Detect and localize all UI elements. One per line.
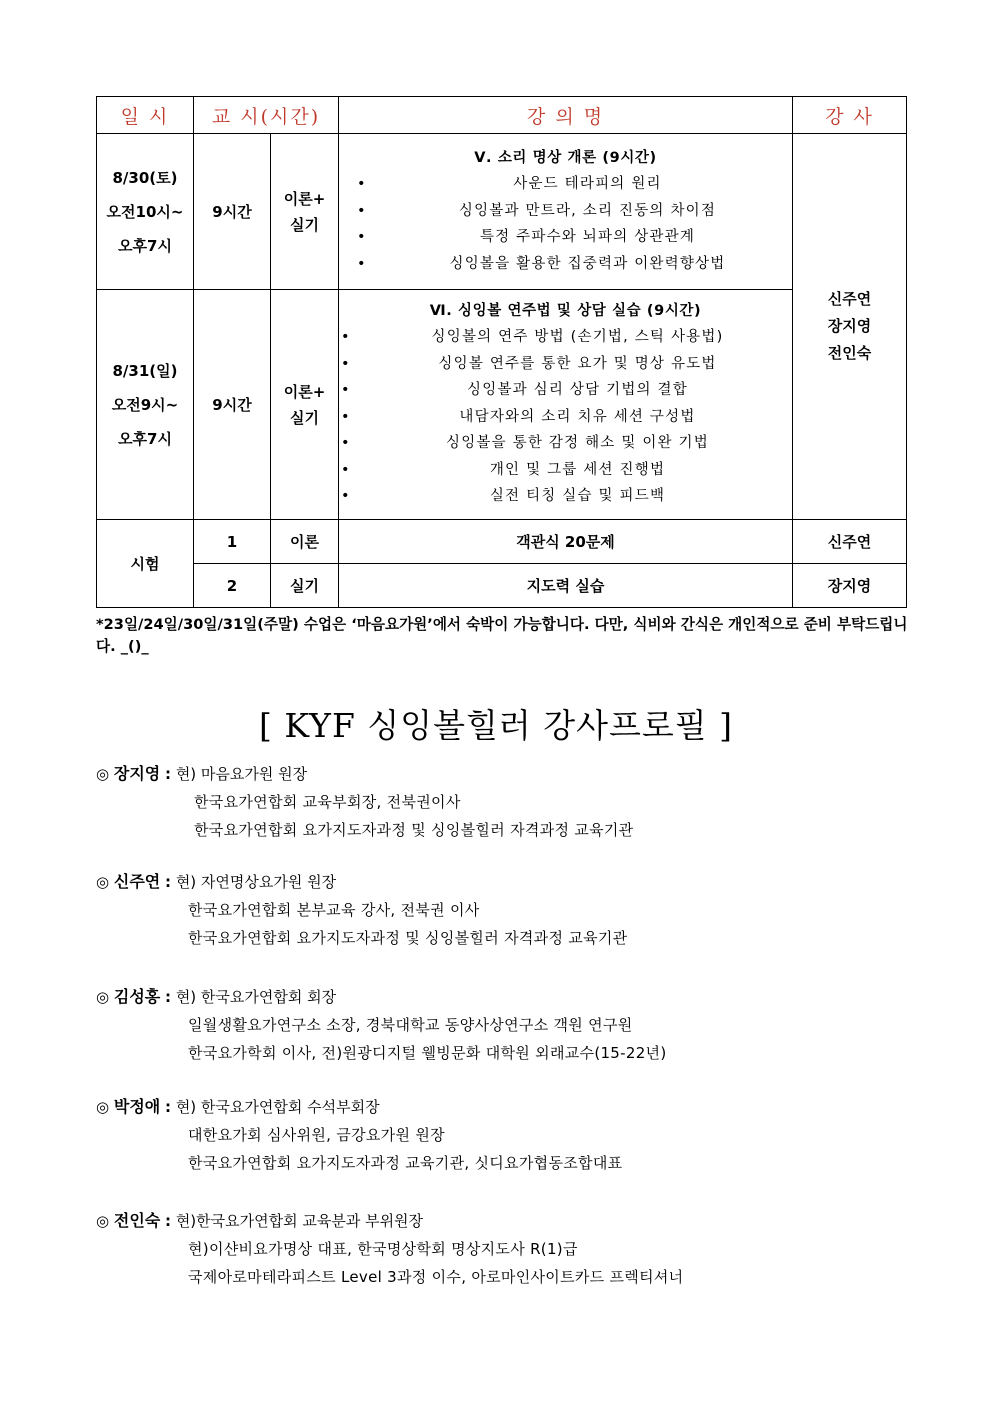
exam-label: 시험 — [97, 520, 194, 608]
profile-title: 현) 자연명상요가원 원장 — [175, 873, 337, 891]
lecture-list — [339, 324, 792, 510]
type-line: 이론+ — [283, 382, 326, 401]
instructor-name: 신주연 — [827, 290, 872, 308]
exam-instructor: 장지영 — [793, 564, 907, 608]
exam-type: 이론 — [271, 520, 339, 564]
profile-name: 전인숙 — [113, 1211, 161, 1230]
list-item: • 싱잉볼을 활용한 집중력과 이완력향상법 — [339, 251, 792, 278]
profile-name: 신주연 — [113, 872, 161, 891]
instructors-cell — [793, 134, 907, 520]
exam-content: 객관식 20문제 — [339, 520, 793, 564]
list-item: • 특정 주파수와 뇌파의 상관관계 — [339, 224, 792, 251]
date-line: 오후7시 — [118, 429, 172, 448]
exam-type: 실기 — [271, 564, 339, 608]
profile-name: 박정애 — [113, 1097, 161, 1116]
list-item: • 싱잉볼을 통한 감정 해소 및 이완 기법 — [339, 430, 792, 457]
lecture-title: Ⅴ. 소리 명상 개론 (9시간) — [474, 150, 657, 166]
profile-line: 한국요가연합회 요가지도자과정 및 싱잉볼힐러 자격과정 교육기관 — [188, 929, 628, 947]
list-item: • 개인 및 그룹 세션 진행법 — [339, 457, 792, 484]
profile-jeon-insook: ◎ 전인숙 : 현)한국요가연합회 교육분과 부위원장 현)이샨비요가명상 대표, 한국명상학회 명상지도사 R(1)급 국제아로마테라피스트 Level 3과정 이수, 아로마인사이트카드 프렉티셔너 — [96, 1207, 916, 1291]
circle-mark-icon: ◎ — [96, 765, 110, 783]
date-cell — [97, 290, 194, 520]
header-date: 일 시 — [97, 97, 194, 134]
profile-title: 현)한국요가연합회 교육분과 부위원장 — [175, 1212, 424, 1230]
accommodation-note: *23일/24일/30일/31일(주말) 수업은 ‘마음요가원’에서 숙박이 가능합니다. 다만, 식비와 간식은 개인적으로 준비 부탁드립니다. _()_ — [96, 616, 908, 655]
instructor-name: 전인숙 — [827, 344, 872, 362]
profile-line: 일월생활요가연구소 소장, 경북대학교 동양사상연구소 객원 연구원 — [188, 1016, 633, 1034]
header-lecture: 강 의 명 — [339, 97, 793, 134]
date-line: 8/31(일) — [112, 361, 178, 380]
list-item: • 내담자와의 소리 치유 세션 구성법 — [339, 404, 792, 431]
table-header-row — [97, 97, 907, 134]
profile-line: 한국요가연합회 요가지도자과정 교육기관, 싯디요가협동조합대표 — [188, 1154, 623, 1172]
header-period: 교 시(시간) — [194, 97, 339, 134]
profile-name: 장지영 — [113, 764, 161, 783]
profile-jang-jiyoung: ◎ 장지영 : 현) 마음요가원 원장 한국요가연합회 교육부회장, 전북권이사 한국요가연합회 요가지도자과정 및 싱잉볼힐러 자격과정 교육기관 — [96, 760, 916, 844]
profile-heading: [ KYF 싱잉볼힐러 강사프로필 ] — [259, 706, 733, 745]
profile-line: 한국요가학회 이사, 전)원광디지털 웰빙문화 대학원 외래교수(15-22년) — [188, 1044, 667, 1062]
profile-title: 현) 마음요가원 원장 — [175, 765, 308, 783]
profile-park-jungae: ◎ 박정애 : 현) 한국요가연합회 수석부회장 대한요가회 심사위원, 금강요가원 원장 한국요가연합회 요가지도자과정 교육기관, 싯디요가협동조합대표 — [96, 1093, 916, 1177]
exam-content: 지도력 실습 — [339, 564, 793, 608]
hours-cell: 9시간 — [194, 134, 271, 290]
hours-cell: 9시간 — [194, 290, 271, 520]
profile-line: 한국요가연합회 본부교육 강사, 전북권 이사 — [188, 901, 480, 919]
table-row — [97, 290, 907, 520]
circle-mark-icon: ◎ — [96, 1098, 110, 1116]
list-item: • 사운드 테라피의 원리 — [339, 171, 792, 198]
lecture-title: Ⅵ. 싱잉볼 연주법 및 상담 실습 (9시간) — [429, 303, 702, 320]
list-item: • 싱잉볼과 만트라, 소리 진동의 차이점 — [339, 198, 792, 225]
instructor-name: 장지영 — [827, 317, 872, 335]
lecture-cell — [339, 290, 793, 520]
profile-title: 현) 한국요가연합회 회장 — [175, 988, 337, 1006]
profile-line: 한국요가연합회 요가지도자과정 및 싱잉볼힐러 자격과정 교육기관 — [194, 821, 634, 839]
circle-mark-icon: ◎ — [96, 873, 110, 891]
type-line: 실기 — [290, 408, 319, 427]
date-cell — [97, 134, 194, 290]
date-line: 8/30(토) — [112, 168, 178, 187]
exam-no: 2 — [194, 564, 271, 608]
profile-line: 국제아로마테라피스트 Level 3과정 이수, 아로마인사이트카드 프렉티셔너 — [188, 1268, 684, 1286]
list-item: • 실전 티칭 실습 및 피드백 — [339, 483, 792, 510]
profile-shin-juyeon: ◎ 신주연 : 현) 자연명상요가원 원장 한국요가연합회 본부교육 강사, 전북권 이사 한국요가연합회 요가지도자과정 및 싱잉볼힐러 자격과정 교육기관 — [96, 868, 916, 952]
circle-mark-icon: ◎ — [96, 1212, 110, 1230]
type-cell — [271, 290, 339, 520]
schedule-table — [96, 96, 907, 608]
type-cell — [271, 134, 339, 290]
date-line: 오전9시~ — [111, 395, 179, 414]
header-instructor: 강 사 — [793, 97, 907, 134]
profile-line: 현)이샨비요가명상 대표, 한국명상학회 명상지도사 R(1)급 — [188, 1240, 578, 1258]
list-item: • 싱잉볼 연주를 통한 요가 및 명상 유도법 — [339, 351, 792, 378]
exam-row — [97, 520, 907, 564]
table-row — [97, 134, 907, 290]
exam-instructor: 신주연 — [793, 520, 907, 564]
profile-line: 대한요가회 심사위원, 금강요가원 원장 — [188, 1126, 445, 1144]
date-line: 오후7시 — [118, 236, 172, 255]
circle-mark-icon: ◎ — [96, 988, 110, 1006]
date-line: 오전10시~ — [106, 202, 184, 221]
exam-no: 1 — [194, 520, 271, 564]
lecture-list — [339, 171, 792, 277]
profile-kim-sunghong: ◎ 김성홍 : 현) 한국요가연합회 회장 일월생활요가연구소 소장, 경북대학교 동양사상연구소 객원 연구원 한국요가학회 이사, 전)원광디지털 웰빙문화 대학원 외래교수(15-22년) — [96, 983, 916, 1067]
profile-name: 김성홍 — [113, 987, 161, 1006]
list-item: • 싱잉볼과 심리 상담 기법의 결합 — [339, 377, 792, 404]
exam-row — [97, 564, 907, 608]
lecture-cell — [339, 134, 793, 290]
profile-title: 현) 한국요가연합회 수석부회장 — [175, 1098, 380, 1116]
type-line: 실기 — [290, 215, 319, 234]
type-line: 이론+ — [283, 189, 326, 208]
profile-line: 한국요가연합회 교육부회장, 전북권이사 — [194, 793, 461, 811]
list-item: • 싱잉볼의 연주 방법 (손기법, 스틱 사용법) — [339, 324, 792, 351]
